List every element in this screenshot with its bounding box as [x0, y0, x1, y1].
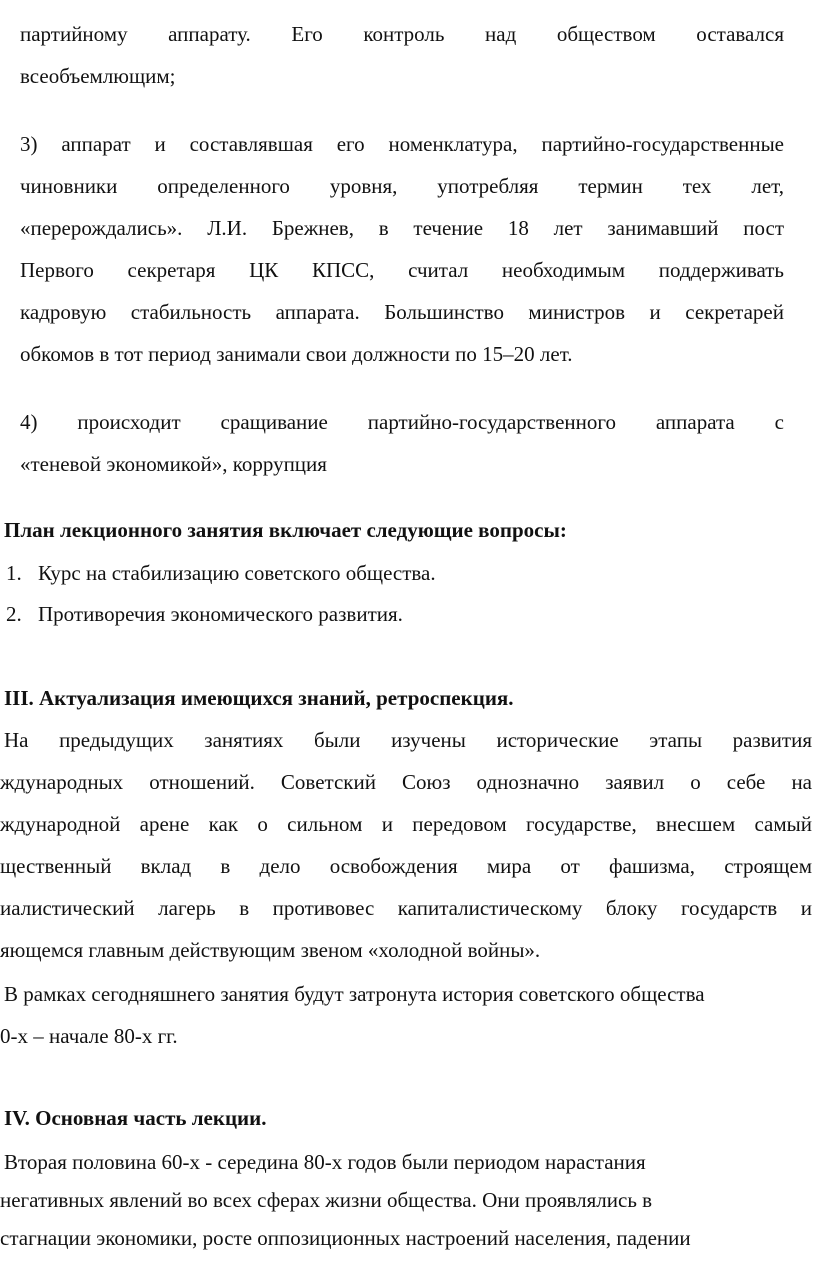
plan-item-2-num: 2.: [6, 602, 22, 626]
section3-line-5: иалистический лагерь в противовес капиталистическому блоку государств и: [0, 896, 812, 920]
section3-line-2: ждународных отношений. Советский Союз однозначно заявил о себе на: [0, 770, 812, 794]
para1-line-1: партийному аппарату. Его контроль над обществом оставался: [20, 22, 784, 46]
section4-heading: IV. Основная часть лекции.: [4, 1106, 267, 1130]
plan-item-1-num: 1.: [6, 561, 22, 585]
section4-line-2: негативных явлений во всех сферах жизни общества. Они проявлялись в: [0, 1188, 653, 1212]
para2-line-4: Первого секретаря ЦК КПСС, считал необходимым поддерживать: [20, 258, 784, 282]
para1-line-2: всеобъемлющим;: [20, 64, 176, 88]
section4-line-1: Вторая половина 60-х - середина 80-х годов были периодом нарастания: [4, 1150, 646, 1174]
section3-line-8: 0-х – начале 80-х гг.: [0, 1024, 178, 1048]
para2-line-1: 3) аппарат и составлявшая его номенклатура, партийно-государственные: [20, 132, 784, 156]
para3-line-2: «теневой экономикой», коррупция: [20, 452, 327, 476]
section3-heading: III. Актуализация имеющихся знаний, ретроспекция.: [4, 686, 514, 710]
para2-line-5: кадровую стабильность аппарата. Большинство министров и секретарей: [20, 300, 784, 324]
plan-item-2-text: Противоречия экономического развития.: [38, 602, 403, 626]
para2-line-2: чиновники определенного уровня, употребляя термин тех лет,: [20, 174, 784, 198]
plan-heading: План лекционного занятия включает следующие вопросы:: [4, 518, 567, 542]
section3-line-7: В рамках сегодняшнего занятия будут затронута история советского общества: [4, 982, 705, 1006]
para2-line-3: «перерождались». Л.И. Брежнев, в течение 18 лет занимавший пост: [20, 216, 784, 240]
plan-item-1-text: Курс на стабилизацию советского общества.: [38, 561, 436, 585]
section3-line-4: щественный вклад в дело освобождения мира от фашизма, строящем: [0, 854, 812, 878]
section4-line-3: стагнации экономики, росте оппозиционных настроений населения, падении: [0, 1226, 691, 1250]
para2-line-6: обкомов в тот период занимали свои должности по 15–20 лет.: [20, 342, 573, 366]
section3-line-1: На предыдущих занятиях были изучены исторические этапы развития: [4, 728, 812, 752]
section3-line-3: ждународной арене как о сильном и передовом государстве, внесшем самый: [0, 812, 812, 836]
section3-line-6: яющемся главным действующим звеном «холодной войны».: [0, 938, 541, 962]
para3-line-1: 4) происходит сращивание партийно-государственного аппарата с: [20, 410, 784, 434]
